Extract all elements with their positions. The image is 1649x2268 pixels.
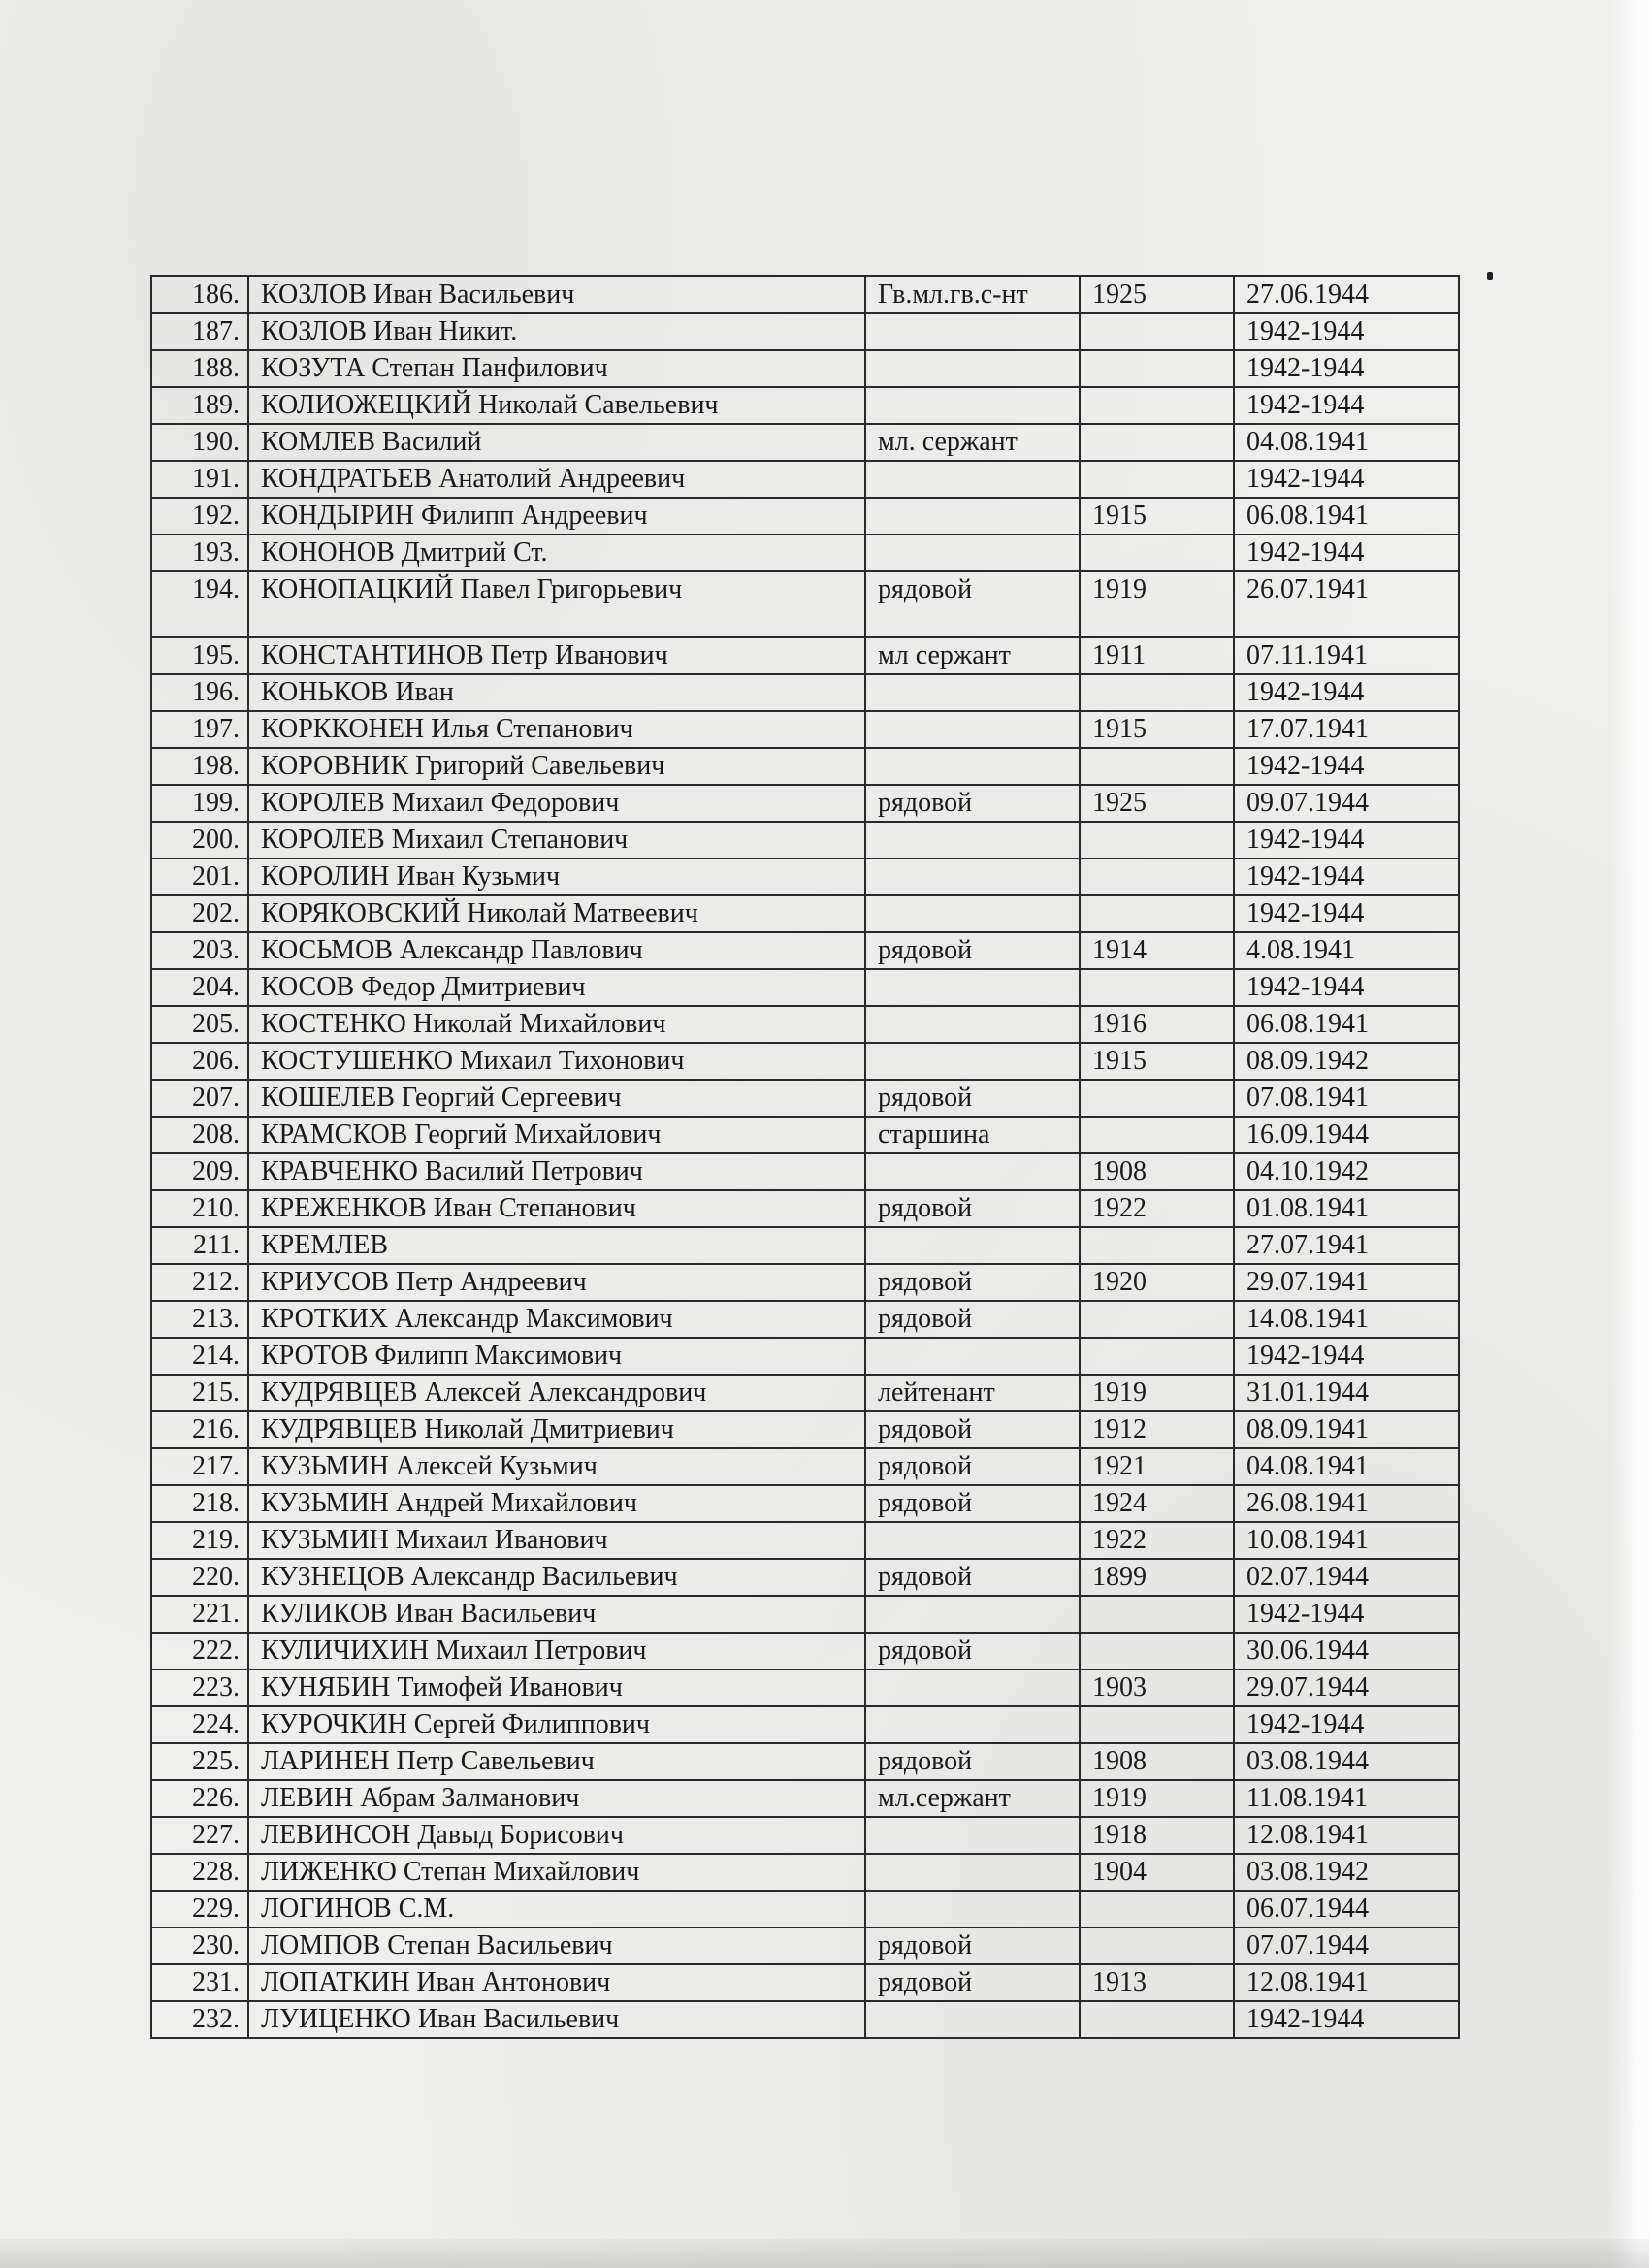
military-rank-cell: рядовой: [865, 1301, 1080, 1338]
table-row: [151, 1522, 1459, 1559]
death-date-cell: 1942-1944: [1234, 674, 1459, 711]
military-rank-cell: [865, 859, 1080, 895]
row-number-cell: 219.: [151, 1522, 248, 1559]
birth-year-cell: 1904: [1080, 1854, 1234, 1891]
person-name-cell: КРАВЧЕНКО Василий Петрович: [248, 1153, 865, 1190]
military-rank-cell: рядовой: [865, 1559, 1080, 1596]
death-date-cell: 1942-1944: [1234, 461, 1459, 498]
military-rank-cell: [865, 969, 1080, 1006]
row-number-cell: 232.: [151, 2001, 248, 2038]
table-row: [151, 2001, 1459, 2038]
person-name-cell: КУЗЬМИН Михаил Иванович: [248, 1522, 865, 1559]
row-number-cell: 225.: [151, 1743, 248, 1780]
birth-year-cell: [1080, 1633, 1234, 1669]
death-date-cell: 1942-1944: [1234, 1596, 1459, 1633]
death-date-cell: 26.07.1941: [1234, 571, 1459, 637]
table-row: [151, 1854, 1459, 1891]
row-number-cell: 193.: [151, 535, 248, 571]
death-date-cell: 10.08.1941: [1234, 1522, 1459, 1559]
table-row: [151, 932, 1459, 969]
birth-year-cell: 1914: [1080, 932, 1234, 969]
birth-year-cell: 1922: [1080, 1522, 1234, 1559]
birth-year-cell: 1915: [1080, 1043, 1234, 1080]
table-row: [151, 1190, 1459, 1227]
person-name-cell: КУЗНЕЦОВ Александр Васильевич: [248, 1559, 865, 1596]
birth-year-cell: [1080, 1080, 1234, 1117]
death-date-cell: 04.08.1941: [1234, 1448, 1459, 1485]
military-rank-cell: [865, 1854, 1080, 1891]
row-number-cell: 192.: [151, 498, 248, 535]
birth-year-cell: 1908: [1080, 1743, 1234, 1780]
military-rank-cell: рядовой: [865, 1448, 1080, 1485]
death-date-cell: 30.06.1944: [1234, 1633, 1459, 1669]
death-date-cell: 17.07.1941: [1234, 711, 1459, 748]
person-name-cell: КОРОЛЕВ Михаил Степанович: [248, 822, 865, 859]
table-row: [151, 313, 1459, 350]
death-date-cell: 16.09.1944: [1234, 1117, 1459, 1153]
table-row: [151, 637, 1459, 674]
table-row: [151, 748, 1459, 785]
birth-year-cell: [1080, 1301, 1234, 1338]
death-date-cell: 1942-1944: [1234, 969, 1459, 1006]
row-number-cell: 228.: [151, 1854, 248, 1891]
military-rank-cell: рядовой: [865, 1743, 1080, 1780]
birth-year-cell: [1080, 461, 1234, 498]
military-rank-cell: [865, 498, 1080, 535]
row-number-cell: 226.: [151, 1780, 248, 1817]
military-rank-cell: [865, 1006, 1080, 1043]
military-rank-cell: [865, 1817, 1080, 1854]
person-name-cell: КОСОВ Федор Дмитриевич: [248, 969, 865, 1006]
table-row: [151, 1964, 1459, 2001]
table-row: [151, 969, 1459, 1006]
military-rank-cell: рядовой: [865, 1633, 1080, 1669]
birth-year-cell: [1080, 1117, 1234, 1153]
military-rank-cell: [865, 748, 1080, 785]
row-number-cell: 218.: [151, 1485, 248, 1522]
person-name-cell: ЛИЖЕНКО Степан Михайлович: [248, 1854, 865, 1891]
military-rank-cell: [865, 535, 1080, 571]
person-name-cell: КОНОНОВ Дмитрий Ст.: [248, 535, 865, 571]
birth-year-cell: 1915: [1080, 711, 1234, 748]
row-number-cell: 220.: [151, 1559, 248, 1596]
table-row: [151, 1043, 1459, 1080]
person-name-cell: КОНЬКОВ Иван: [248, 674, 865, 711]
table-row: [151, 674, 1459, 711]
birth-year-cell: [1080, 674, 1234, 711]
military-rank-cell: [865, 1522, 1080, 1559]
row-number-cell: 201.: [151, 859, 248, 895]
table-row: [151, 461, 1459, 498]
roster-table: [150, 275, 1460, 2039]
row-number-cell: 227.: [151, 1817, 248, 1854]
person-name-cell: КРОТОВ Филипп Максимович: [248, 1338, 865, 1375]
person-name-cell: ЛАРИНЕН Петр Савельевич: [248, 1743, 865, 1780]
row-number-cell: 196.: [151, 674, 248, 711]
military-rank-cell: рядовой: [865, 1964, 1080, 2001]
birth-year-cell: 1920: [1080, 1264, 1234, 1301]
military-rank-cell: мл.сержант: [865, 1780, 1080, 1817]
table-row: [151, 1596, 1459, 1633]
person-name-cell: КУЛИЧИХИН Михаил Петрович: [248, 1633, 865, 1669]
person-name-cell: КУРОЧКИН Сергей Филиппович: [248, 1706, 865, 1743]
military-rank-cell: [865, 895, 1080, 932]
birth-year-cell: 1916: [1080, 1006, 1234, 1043]
death-date-cell: 29.07.1941: [1234, 1264, 1459, 1301]
person-name-cell: КОРОЛЕВ Михаил Федорович: [248, 785, 865, 822]
row-number-cell: 222.: [151, 1633, 248, 1669]
death-date-cell: 1942-1944: [1234, 2001, 1459, 2038]
birth-year-cell: [1080, 350, 1234, 387]
birth-year-cell: 1925: [1080, 785, 1234, 822]
military-rank-cell: рядовой: [865, 785, 1080, 822]
table-row: [151, 571, 1459, 637]
row-number-cell: 214.: [151, 1338, 248, 1375]
death-date-cell: 31.01.1944: [1234, 1375, 1459, 1411]
table-row: [151, 1559, 1459, 1596]
row-number-cell: 198.: [151, 748, 248, 785]
military-rank-cell: [865, 1891, 1080, 1928]
person-name-cell: ЛОМПОВ Степан Васильевич: [248, 1928, 865, 1964]
table-row: [151, 1928, 1459, 1964]
birth-year-cell: [1080, 1928, 1234, 1964]
military-rank-cell: лейтенант: [865, 1375, 1080, 1411]
birth-year-cell: [1080, 1227, 1234, 1264]
person-name-cell: КОЗУТА Степан Панфилович: [248, 350, 865, 387]
military-rank-cell: [865, 1153, 1080, 1190]
table-row: [151, 1375, 1459, 1411]
table-row: [151, 276, 1459, 313]
military-rank-cell: [865, 350, 1080, 387]
row-number-cell: 212.: [151, 1264, 248, 1301]
row-number-cell: 221.: [151, 1596, 248, 1633]
death-date-cell: 08.09.1941: [1234, 1411, 1459, 1448]
death-date-cell: 1942-1944: [1234, 350, 1459, 387]
table-row: [151, 895, 1459, 932]
death-date-cell: 27.06.1944: [1234, 276, 1459, 313]
row-number-cell: 223.: [151, 1669, 248, 1706]
table-row: [151, 1411, 1459, 1448]
birth-year-cell: [1080, 424, 1234, 461]
row-number-cell: 215.: [151, 1375, 248, 1411]
person-name-cell: КОСТЕНКО Николай Михайлович: [248, 1006, 865, 1043]
table-row: [151, 1153, 1459, 1190]
death-date-cell: 26.08.1941: [1234, 1485, 1459, 1522]
military-rank-cell: [865, 822, 1080, 859]
death-date-cell: 14.08.1941: [1234, 1301, 1459, 1338]
table-row: [151, 822, 1459, 859]
table-row: [151, 1264, 1459, 1301]
table-row: [151, 1117, 1459, 1153]
death-date-cell: 04.08.1941: [1234, 424, 1459, 461]
birth-year-cell: 1922: [1080, 1190, 1234, 1227]
row-number-cell: 188.: [151, 350, 248, 387]
birth-year-cell: 1912: [1080, 1411, 1234, 1448]
person-name-cell: КОСЬМОВ Александр Павлович: [248, 932, 865, 969]
military-rank-cell: [865, 1227, 1080, 1264]
person-name-cell: КОНДРАТЬЕВ Анатолий Андреевич: [248, 461, 865, 498]
person-name-cell: ЛУИЦЕНКО Иван Васильевич: [248, 2001, 865, 2038]
table-row: [151, 350, 1459, 387]
military-rank-cell: [865, 1596, 1080, 1633]
row-number-cell: 205.: [151, 1006, 248, 1043]
row-number-cell: 231.: [151, 1964, 248, 2001]
birth-year-cell: [1080, 1706, 1234, 1743]
roster-body: [151, 276, 1459, 2038]
table-row: [151, 424, 1459, 461]
person-name-cell: ЛЕВИНСОН Давыд Борисович: [248, 1817, 865, 1854]
row-number-cell: 209.: [151, 1153, 248, 1190]
birth-year-cell: 1903: [1080, 1669, 1234, 1706]
birth-year-cell: 1915: [1080, 498, 1234, 535]
military-rank-cell: рядовой: [865, 1411, 1080, 1448]
death-date-cell: 1942-1944: [1234, 859, 1459, 895]
death-date-cell: 11.08.1941: [1234, 1780, 1459, 1817]
death-date-cell: 06.08.1941: [1234, 498, 1459, 535]
person-name-cell: КУНЯБИН Тимофей Иванович: [248, 1669, 865, 1706]
table-row: [151, 387, 1459, 424]
military-rank-cell: [865, 387, 1080, 424]
birth-year-cell: [1080, 1338, 1234, 1375]
row-number-cell: 189.: [151, 387, 248, 424]
birth-year-cell: [1080, 1596, 1234, 1633]
death-date-cell: 1942-1944: [1234, 748, 1459, 785]
row-number-cell: 187.: [151, 313, 248, 350]
table-row: [151, 785, 1459, 822]
birth-year-cell: [1080, 969, 1234, 1006]
person-name-cell: КУДРЯВЦЕВ Николай Дмитриевич: [248, 1411, 865, 1448]
person-name-cell: КОРККОНЕН Илья Степанович: [248, 711, 865, 748]
table-row: [151, 1891, 1459, 1928]
person-name-cell: КОРОВНИК Григорий Савельевич: [248, 748, 865, 785]
person-name-cell: КУЗЬМИН Андрей Михайлович: [248, 1485, 865, 1522]
person-name-cell: КРЕЖЕНКОВ Иван Степанович: [248, 1190, 865, 1227]
row-number-cell: 210.: [151, 1190, 248, 1227]
person-name-cell: КУДРЯВЦЕВ Алексей Александрович: [248, 1375, 865, 1411]
row-number-cell: 204.: [151, 969, 248, 1006]
table-row: [151, 1227, 1459, 1264]
person-name-cell: ЛЕВИН Абрам Залманович: [248, 1780, 865, 1817]
person-name-cell: КУЛИКОВ Иван Васильевич: [248, 1596, 865, 1633]
person-name-cell: КОРОЛИН Иван Кузьмич: [248, 859, 865, 895]
birth-year-cell: 1899: [1080, 1559, 1234, 1596]
death-date-cell: 06.08.1941: [1234, 1006, 1459, 1043]
row-number-cell: 224.: [151, 1706, 248, 1743]
person-name-cell: КРАМСКОВ Георгий Михайлович: [248, 1117, 865, 1153]
table-row: [151, 1706, 1459, 1743]
birth-year-cell: [1080, 748, 1234, 785]
death-date-cell: 04.10.1942: [1234, 1153, 1459, 1190]
table-row: [151, 498, 1459, 535]
row-number-cell: 216.: [151, 1411, 248, 1448]
death-date-cell: 02.07.1944: [1234, 1559, 1459, 1596]
table-row: [151, 1669, 1459, 1706]
military-rank-cell: Гв.мл.гв.с-нт: [865, 276, 1080, 313]
military-rank-cell: [865, 1338, 1080, 1375]
birth-year-cell: [1080, 859, 1234, 895]
person-name-cell: КОШЕЛЕВ Георгий Сергеевич: [248, 1080, 865, 1117]
military-rank-cell: [865, 461, 1080, 498]
person-name-cell: ЛОГИНОВ С.М.: [248, 1891, 865, 1928]
death-date-cell: 1942-1944: [1234, 313, 1459, 350]
death-date-cell: 06.07.1944: [1234, 1891, 1459, 1928]
birth-year-cell: 1911: [1080, 637, 1234, 674]
military-rank-cell: [865, 1043, 1080, 1080]
person-name-cell: КОНСТАНТИНОВ Петр Иванович: [248, 637, 865, 674]
row-number-cell: 195.: [151, 637, 248, 674]
row-number-cell: 217.: [151, 1448, 248, 1485]
table-row: [151, 1780, 1459, 1817]
birth-year-cell: [1080, 387, 1234, 424]
death-date-cell: 08.09.1942: [1234, 1043, 1459, 1080]
death-date-cell: 4.08.1941: [1234, 932, 1459, 969]
military-rank-cell: рядовой: [865, 571, 1080, 637]
person-name-cell: КОРЯКОВСКИЙ Николай Матвеевич: [248, 895, 865, 932]
birth-year-cell: [1080, 313, 1234, 350]
death-date-cell: 1942-1944: [1234, 535, 1459, 571]
table-row: [151, 1633, 1459, 1669]
military-rank-cell: [865, 1669, 1080, 1706]
military-rank-cell: рядовой: [865, 932, 1080, 969]
death-date-cell: 03.08.1944: [1234, 1743, 1459, 1780]
military-rank-cell: рядовой: [865, 1928, 1080, 1964]
birth-year-cell: 1921: [1080, 1448, 1234, 1485]
death-date-cell: 1942-1944: [1234, 822, 1459, 859]
row-number-cell: 208.: [151, 1117, 248, 1153]
page-edge-bottom: [0, 2239, 1649, 2268]
death-date-cell: 07.11.1941: [1234, 637, 1459, 674]
death-date-cell: 1942-1944: [1234, 1338, 1459, 1375]
military-rank-cell: [865, 313, 1080, 350]
death-date-cell: 07.08.1941: [1234, 1080, 1459, 1117]
row-number-cell: 200.: [151, 822, 248, 859]
person-name-cell: КОНОПАЦКИЙ Павел Григорьевич: [248, 571, 865, 637]
person-name-cell: КОНДЫРИН Филипп Андреевич: [248, 498, 865, 535]
death-date-cell: 01.08.1941: [1234, 1190, 1459, 1227]
birth-year-cell: 1908: [1080, 1153, 1234, 1190]
table-row: [151, 1338, 1459, 1375]
person-name-cell: КРИУСОВ Петр Андреевич: [248, 1264, 865, 1301]
ink-speck: [1487, 272, 1493, 280]
row-number-cell: 230.: [151, 1928, 248, 1964]
birth-year-cell: 1919: [1080, 1780, 1234, 1817]
table-row: [151, 711, 1459, 748]
person-name-cell: КРЕМЛЕВ: [248, 1227, 865, 1264]
death-date-cell: 1942-1944: [1234, 895, 1459, 932]
row-number-cell: 190.: [151, 424, 248, 461]
military-rank-cell: старшина: [865, 1117, 1080, 1153]
person-name-cell: КОСТУШЕНКО Михаил Тихонович: [248, 1043, 865, 1080]
row-number-cell: 197.: [151, 711, 248, 748]
table-row: [151, 1006, 1459, 1043]
military-rank-cell: рядовой: [865, 1264, 1080, 1301]
row-number-cell: 206.: [151, 1043, 248, 1080]
table-row: [151, 1301, 1459, 1338]
row-number-cell: 203.: [151, 932, 248, 969]
death-date-cell: 09.07.1944: [1234, 785, 1459, 822]
death-date-cell: 12.08.1941: [1234, 1964, 1459, 2001]
birth-year-cell: [1080, 535, 1234, 571]
military-rank-cell: рядовой: [865, 1190, 1080, 1227]
death-date-cell: 12.08.1941: [1234, 1817, 1459, 1854]
military-rank-cell: рядовой: [865, 1080, 1080, 1117]
table-row: [151, 1448, 1459, 1485]
birth-year-cell: 1925: [1080, 276, 1234, 313]
death-date-cell: 07.07.1944: [1234, 1928, 1459, 1964]
birth-year-cell: [1080, 1891, 1234, 1928]
table-row: [151, 1743, 1459, 1780]
military-rank-cell: рядовой: [865, 1485, 1080, 1522]
birth-year-cell: 1924: [1080, 1485, 1234, 1522]
military-rank-cell: [865, 674, 1080, 711]
military-rank-cell: мл сержант: [865, 637, 1080, 674]
death-date-cell: 29.07.1944: [1234, 1669, 1459, 1706]
table-row: [151, 1817, 1459, 1854]
military-rank-cell: [865, 1706, 1080, 1743]
person-name-cell: КОЛИОЖЕЦКИЙ Николай Савельевич: [248, 387, 865, 424]
person-name-cell: КОЗЛОВ Иван Васильевич: [248, 276, 865, 313]
table-row: [151, 1485, 1459, 1522]
person-name-cell: КУЗЬМИН Алексей Кузьмич: [248, 1448, 865, 1485]
birth-year-cell: [1080, 2001, 1234, 2038]
row-number-cell: 202.: [151, 895, 248, 932]
birth-year-cell: 1918: [1080, 1817, 1234, 1854]
row-number-cell: 213.: [151, 1301, 248, 1338]
row-number-cell: 191.: [151, 461, 248, 498]
row-number-cell: 199.: [151, 785, 248, 822]
birth-year-cell: [1080, 822, 1234, 859]
table-row: [151, 859, 1459, 895]
person-name-cell: КОЗЛОВ Иван Никит.: [248, 313, 865, 350]
row-number-cell: 229.: [151, 1891, 248, 1928]
military-rank-cell: [865, 711, 1080, 748]
birth-year-cell: [1080, 895, 1234, 932]
military-rank-cell: мл. сержант: [865, 424, 1080, 461]
death-date-cell: 1942-1944: [1234, 387, 1459, 424]
birth-year-cell: 1913: [1080, 1964, 1234, 2001]
row-number-cell: 211.: [151, 1227, 248, 1264]
death-date-cell: 27.07.1941: [1234, 1227, 1459, 1264]
military-rank-cell: [865, 2001, 1080, 2038]
row-number-cell: 194.: [151, 571, 248, 637]
row-number-cell: 186.: [151, 276, 248, 313]
row-number-cell: 207.: [151, 1080, 248, 1117]
person-name-cell: КОМЛЕВ Василий: [248, 424, 865, 461]
table-row: [151, 1080, 1459, 1117]
death-date-cell: 03.08.1942: [1234, 1854, 1459, 1891]
birth-year-cell: 1919: [1080, 1375, 1234, 1411]
person-name-cell: КРОТКИХ Александр Максимович: [248, 1301, 865, 1338]
death-date-cell: 1942-1944: [1234, 1706, 1459, 1743]
page-edge-right: [1610, 0, 1649, 2268]
birth-year-cell: 1919: [1080, 571, 1234, 637]
table-row: [151, 535, 1459, 571]
person-name-cell: ЛОПАТКИН Иван Антонович: [248, 1964, 865, 2001]
